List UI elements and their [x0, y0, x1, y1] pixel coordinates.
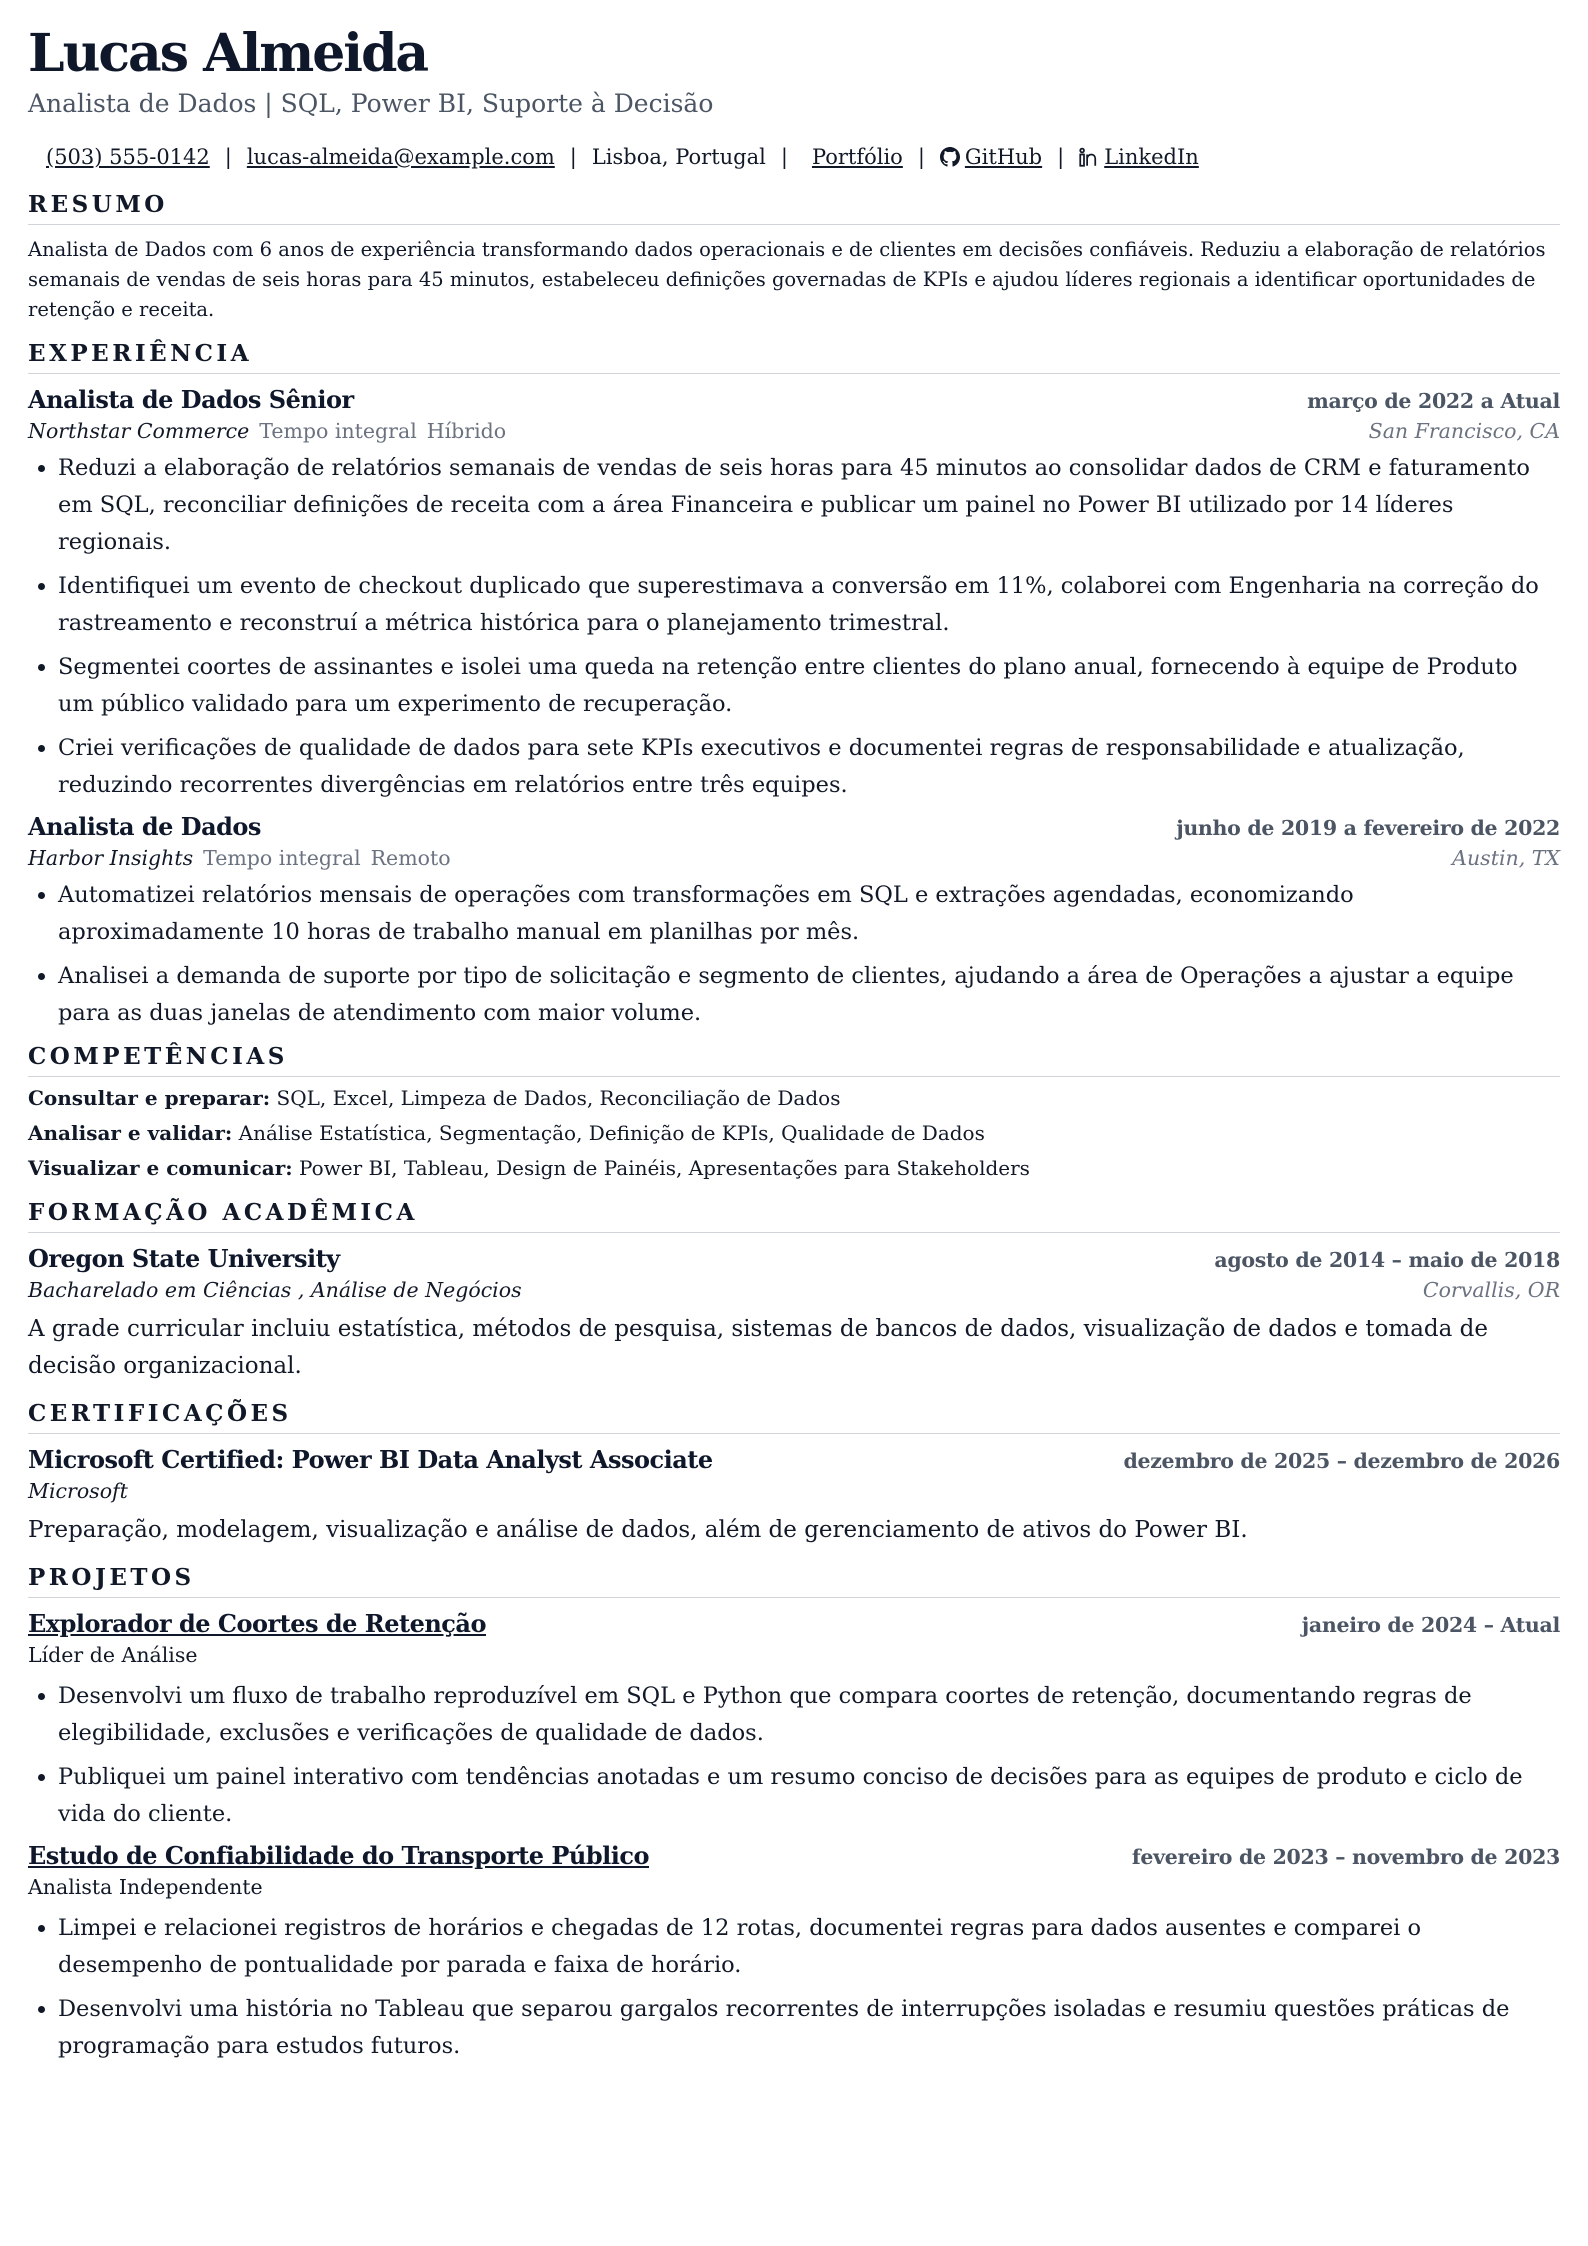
candidate-name: Lucas Almeida	[28, 23, 428, 84]
section-title-projects: PROJETOS	[28, 1563, 1560, 1598]
work-mode: Híbrido	[426, 419, 507, 443]
certification-dates: dezembro de 2025 – dezembro de 2026	[1123, 1449, 1560, 1473]
project-dates: janeiro de 2024 – Atual	[1301, 1613, 1560, 1637]
list-item: • Reduzi a elaboração de relatórios semanais de vendas de seis horas para 45 minutos ao consolidar dados de CRM e faturamento em SQL, reconciliar definições de receita com a área Financeira e publicar um painel no Power BI utilizado por 14 líderes regionais.	[58, 450, 1560, 561]
project-dates: fevereiro de 2023 – novembro de 2023	[1131, 1845, 1560, 1869]
skills-section	[28, 1042, 1560, 1186]
certification-issuer: Microsoft	[28, 1479, 128, 1503]
list-item: • Segmentei coortes de assinantes e isolei uma queda na retenção entre clientes do plano anual, fornecendo à equipe de Produto um público validado para um experimento de recuperação.	[58, 649, 1560, 723]
project-bullets	[28, 1678, 1560, 1833]
company-name: Northstar Commerce	[28, 419, 250, 443]
section-title-education: FORMAÇÃO ACADÊMICA	[28, 1198, 1560, 1233]
skill-group-items: Power BI, Tableau, Design de Painéis, Apresentações para Stakeholders	[299, 1156, 1030, 1180]
skill-group-label: Analisar e validar:	[28, 1121, 233, 1145]
contact-bar	[28, 142, 1560, 172]
job-dates: junho de 2019 a fevereiro de 2022	[1176, 816, 1560, 840]
skill-group	[28, 1081, 1560, 1116]
skill-group-label: Visualizar e comunicar:	[28, 1156, 293, 1180]
project-bullets	[28, 1910, 1560, 2065]
projects-section	[28, 1563, 1560, 2065]
separator: |	[569, 145, 577, 169]
experience-entry	[28, 384, 1560, 804]
skill-group	[28, 1116, 1560, 1151]
list-item: • Criei verificações de qualidade de dados para sete KPIs executivos e documentei regras de responsabilidade e atualização, reduzindo recorrentes divergências em relatórios entre três equipes.	[58, 730, 1560, 804]
linkedin-link[interactable]: LinkedIn	[1104, 145, 1199, 169]
job-title: Analista de Dados Sênior	[28, 385, 354, 414]
summary-section	[28, 190, 1560, 325]
job-bullets	[28, 877, 1560, 1032]
project-role: Analista Independente	[28, 1875, 263, 1899]
project-role: Líder de Análise	[28, 1643, 198, 1667]
certifications-section	[28, 1399, 1560, 1549]
list-item: • Limpei e relacionei registros de horários e chegadas de 12 rotas, documentei regras para dados ausentes e comparei o desempenho de pontualidade por parada e faixa de horário.	[58, 1910, 1560, 1984]
skill-group-items: SQL, Excel, Limpeza de Dados, Reconciliação de Dados	[276, 1086, 841, 1110]
candidate-tagline: Analista de Dados | SQL, Power BI, Suporte à Decisão	[28, 89, 714, 118]
skill-group	[28, 1151, 1560, 1186]
list-item: • Desenvolvi uma história no Tableau que separou gargalos recorrentes de interrupções isoladas e resumiu questões práticas de programação para estudos futuros.	[58, 1991, 1560, 2065]
education-section	[28, 1198, 1560, 1385]
experience-section	[28, 339, 1560, 1032]
list-item: • Desenvolvi um fluxo de trabalho reproduzível em SQL e Python que compara coortes de retenção, documentando regras de elegibilidade, exclusões e verificações de qualidade de dados.	[58, 1678, 1560, 1752]
section-title-certifications: CERTIFICAÇÕES	[28, 1399, 1560, 1434]
job-dates: março de 2022 a Atual	[1307, 389, 1560, 413]
list-item: • Automatizei relatórios mensais de operações com transformações em SQL e extrações agendadas, economizando aproximadamente 10 horas de trabalho manual em planilhas por mês.	[58, 877, 1560, 951]
linkedin-icon	[1079, 147, 1099, 167]
job-bullets	[28, 450, 1560, 804]
phone-link[interactable]: (503) 555-0142	[46, 145, 210, 169]
project-title-link[interactable]: Explorador de Coortes de Retenção	[28, 1609, 486, 1638]
section-title-skills: COMPETÊNCIAS	[28, 1042, 1560, 1077]
project-title-link[interactable]: Estudo de Confiabilidade do Transporte Público	[28, 1841, 650, 1870]
school-name: Oregon State University	[28, 1244, 340, 1273]
work-mode: Remoto	[370, 846, 451, 870]
email-link[interactable]: lucas-almeida@example.com	[246, 145, 555, 169]
education-description: A grade curricular incluiu estatística, métodos de pesquisa, sistemas de bancos de dados, visualização de dados e tomada de decisão organizacional.	[28, 1316, 1489, 1379]
certification-description: Preparação, modelagem, visualização e análise de dados, além de gerenciamento de ativos do Power BI.	[28, 1517, 1248, 1543]
education-dates: agosto de 2014 – maio de 2018	[1214, 1248, 1560, 1272]
skill-group-label: Consultar e preparar:	[28, 1086, 271, 1110]
github-link[interactable]: GitHub	[964, 145, 1043, 169]
job-location: San Francisco, CA	[1368, 419, 1560, 443]
job-location: Austin, TX	[1452, 846, 1560, 870]
list-item: • Analisei a demanda de suporte por tipo de solicitação e segmento de clientes, ajudando a área de Operações a ajustar a equipe para as duas janelas de atendimento com maior volume.	[58, 958, 1560, 1032]
list-item: • Publiquei um painel interativo com tendências anotadas e um resumo conciso de decisões para as equipes de produto e ciclo de vida do cliente.	[58, 1759, 1560, 1833]
summary-text: Analista de Dados com 6 anos de experiência transformando dados operacionais e de clientes em decisões confiáveis. Reduziu a elaboração de relatórios semanais de vendas de seis horas para 45 minutos, estabeleceu definições governadas de KPIs e ajudou líderes regionais a identificar oportunidades de retenção e receita.	[28, 238, 1546, 321]
certification-name: Microsoft Certified: Power BI Data Analyst Associate	[28, 1445, 713, 1474]
separator: |	[224, 145, 232, 169]
employment-type: Tempo integral	[203, 846, 361, 870]
experience-entry	[28, 811, 1560, 1032]
job-title: Analista de Dados	[28, 812, 261, 841]
portfolio-link[interactable]: Portfólio	[811, 145, 903, 169]
github-icon	[940, 147, 960, 167]
location-text: Lisboa, Portugal	[591, 145, 766, 169]
separator: |	[1057, 145, 1065, 169]
certification-entry	[28, 1444, 1560, 1549]
project-entry	[28, 1608, 1560, 1833]
section-title-experience: EXPERIÊNCIA	[28, 339, 1560, 374]
education-entry	[28, 1243, 1560, 1385]
separator: |	[780, 145, 788, 169]
degree-name: Bacharelado em Ciências , Análise de Negócios	[28, 1278, 522, 1302]
section-title-summary: RESUMO	[28, 190, 1560, 225]
education-location: Corvallis, OR	[1422, 1278, 1560, 1302]
company-name: Harbor Insights	[28, 846, 194, 870]
skill-group-items: Análise Estatística, Segmentação, Definição de KPIs, Qualidade de Dados	[238, 1121, 985, 1145]
list-item: • Identifiquei um evento de checkout duplicado que superestimava a conversão em 11%, colaborei com Engenharia na correção do rastreamento e reconstruí a métrica histórica para o planejamento trimestral.	[58, 568, 1560, 642]
project-entry	[28, 1840, 1560, 2065]
employment-type: Tempo integral	[259, 419, 417, 443]
separator: |	[917, 145, 925, 169]
